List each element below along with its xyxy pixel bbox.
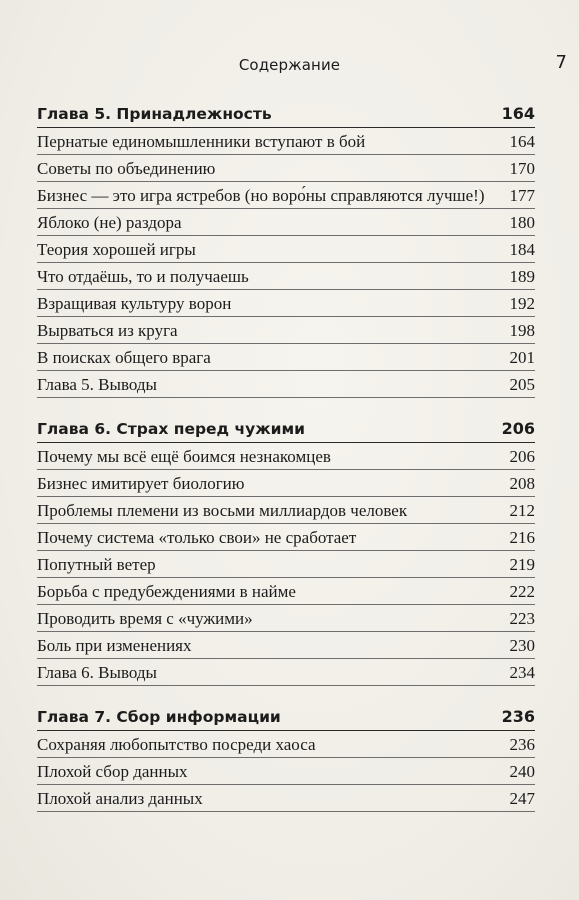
entry-title: Сохраняя любопытство посреди хаоса [37, 735, 316, 754]
entry-page: 236 [509, 735, 535, 754]
entry-title: Глава 5. Выводы [37, 375, 157, 394]
entry-page: 223 [509, 609, 535, 628]
toc-entry [37, 632, 535, 659]
entry-page: 201 [509, 348, 535, 367]
entry-page: 222 [509, 582, 535, 601]
entry-page: 247 [509, 789, 535, 808]
entry-title: Бизнес — это игра ястребов (но воро́ны справляются лучше!) [37, 186, 485, 205]
chapter-title: Глава 7. Сбор информации [37, 708, 281, 726]
entry-title: Глава 6. Выводы [37, 663, 157, 682]
entry-page: 164 [509, 132, 535, 151]
chapter-heading [37, 706, 535, 731]
running-head: Содержание [238, 56, 341, 74]
entry-page: 216 [509, 528, 535, 547]
entry-title: Теория хорошей игры [37, 240, 196, 259]
toc-entry [37, 497, 535, 524]
toc-entry [37, 128, 535, 155]
entry-title: Бизнес имитирует биологию [37, 474, 245, 493]
chapter-7 [37, 706, 535, 812]
toc-entry [37, 344, 535, 371]
chapter-page: 236 [501, 707, 535, 726]
entry-page: 240 [509, 762, 535, 781]
entry-title: Взращивая культуру ворон [37, 294, 232, 313]
toc-entry [37, 785, 535, 812]
toc-entry [37, 155, 535, 182]
entry-title: В поисках общего врага [37, 348, 211, 367]
entry-title: Борьба с предубеждениями в найме [37, 582, 296, 601]
toc-entry [37, 209, 535, 236]
toc-entry [37, 578, 535, 605]
entry-title: Вырваться из круга [37, 321, 178, 340]
entry-title: Пернатые единомышленники вступают в бой [37, 132, 366, 151]
entry-page: 180 [509, 213, 535, 232]
chapter-5 [37, 103, 535, 398]
toc-entry [37, 290, 535, 317]
entry-title: Почему мы всё ещё боимся незнакомцев [37, 447, 331, 466]
entry-page: 230 [509, 636, 535, 655]
entry-title: Проблемы племени из восьми миллиардов человек [37, 501, 408, 520]
entry-title: Попутный ветер [37, 555, 156, 574]
table-of-contents [37, 103, 535, 832]
entry-page: 212 [509, 501, 535, 520]
entry-title: Боль при изменениях [37, 636, 192, 655]
entry-title: Почему система «только свои» не сработает [37, 528, 357, 547]
entry-page: 198 [509, 321, 535, 340]
chapter-page: 164 [501, 104, 535, 123]
entry-title: Проводить время с «чужими» [37, 609, 253, 628]
entry-title: Плохой анализ данных [37, 789, 203, 808]
page-number: 7 [555, 52, 567, 73]
toc-entry [37, 182, 535, 209]
chapter-title: Глава 5. Принадлежность [37, 105, 272, 123]
toc-entry [37, 371, 535, 398]
toc-entry [37, 443, 535, 470]
entry-page: 208 [509, 474, 535, 493]
entry-page: 219 [509, 555, 535, 574]
chapter-heading [37, 418, 535, 443]
toc-entry [37, 758, 535, 785]
toc-entry [37, 317, 535, 344]
toc-entry [37, 524, 535, 551]
toc-entry [37, 731, 535, 758]
chapter-heading [37, 103, 535, 128]
toc-entry [37, 605, 535, 632]
chapter-page: 206 [501, 419, 535, 438]
entry-title: Плохой сбор данных [37, 762, 188, 781]
chapter-title: Глава 6. Страх перед чужими [37, 420, 306, 438]
toc-entry [37, 470, 535, 497]
entry-page: 234 [509, 663, 535, 682]
entry-page: 205 [509, 375, 535, 394]
entry-title: Что отдаёшь, то и получаешь [37, 267, 249, 286]
toc-entry [37, 659, 535, 686]
entry-page: 170 [509, 159, 535, 178]
toc-entry [37, 263, 535, 290]
chapter-6 [37, 418, 535, 686]
entry-page: 184 [509, 240, 535, 259]
entry-title: Советы по объединению [37, 159, 216, 178]
entry-page: 189 [509, 267, 535, 286]
entry-page: 206 [509, 447, 535, 466]
toc-entry [37, 551, 535, 578]
entry-page: 177 [509, 186, 535, 205]
entry-page: 192 [509, 294, 535, 313]
toc-entry [37, 236, 535, 263]
entry-title: Яблоко (не) раздора [37, 213, 182, 232]
